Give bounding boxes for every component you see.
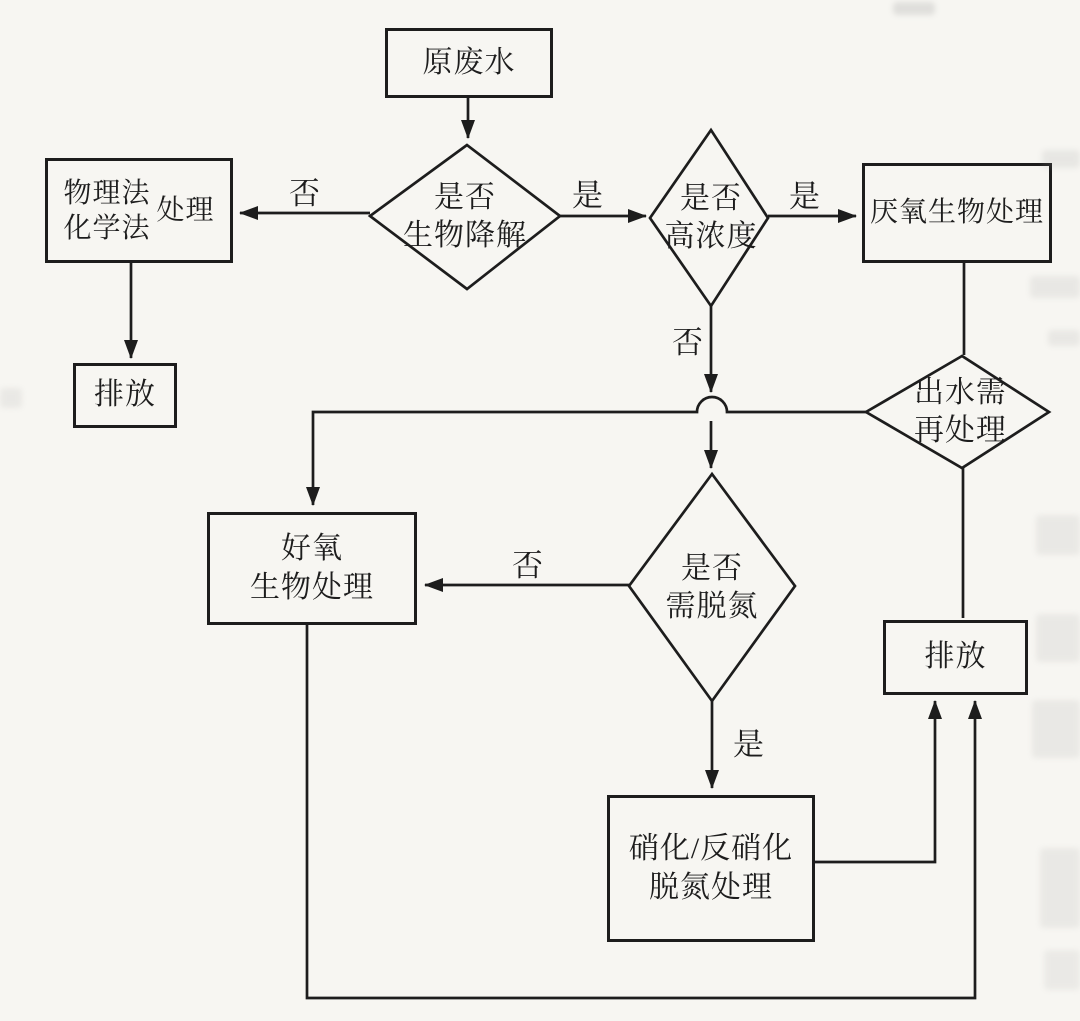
node-nitrification-treatment [607,795,815,942]
edge-label-bio-yes: 是 [572,178,604,213]
node-discharge-right [883,620,1028,695]
edge-label-conc-no: 否 [672,325,704,360]
node-discharge-right-label: 排放 [924,640,987,674]
node-physchem-suffix: 处理 [156,194,215,226]
node-physchem-line2: 化学法 [63,212,151,244]
bleedthrough-smudge [1044,950,1080,990]
node-effluent-retreat-question [878,368,1043,456]
edge-label-denit-no: 否 [512,548,544,583]
node-denitrify-question [632,543,792,633]
bleedthrough-smudge [0,388,22,408]
denitrify-line2: 需脱氮 [665,590,759,623]
edge-label-conc-yes: 是 [789,179,821,214]
node-raw-wastewater [385,28,553,98]
biodegradable-line2: 生物降解 [403,219,527,252]
edge-nitrification-to-discharge [815,701,935,862]
edge-effluent-retreat-to-aerobic [313,397,866,505]
biodegradable-line1: 是否 [434,180,496,214]
node-biodegradable-question [375,172,555,262]
node-aerobic-line2: 生物处理 [250,570,374,604]
node-high-concentration-question [641,173,781,263]
node-nitrification-line2: 脱氮处理 [649,870,773,904]
edge-label-bio-no: 否 [289,176,321,211]
high-concentration-line2: 高浓度 [664,220,758,253]
node-anaerobic-treatment [862,163,1052,263]
node-raw-wastewater-label: 原废水 [422,45,516,79]
high-concentration-line1: 是否 [680,181,742,215]
node-anaerobic-label: 厌氧生物处理 [869,197,1044,229]
node-physchem-treatment [45,158,233,263]
bleedthrough-smudge [1036,614,1080,662]
effluent-retreat-line1: 出水需 [914,375,1007,409]
bleedthrough-smudge [1036,515,1080,555]
node-physchem-methods [63,176,150,246]
denitrify-line1: 是否 [681,551,743,585]
bleedthrough-smudge [1048,330,1080,346]
node-discharge-left-label: 排放 [94,378,156,412]
effluent-retreat-line2: 再处理 [914,414,1007,447]
node-nitrification-line1: 硝化/反硝化 [628,832,794,866]
edge-label-denit-yes: 是 [733,727,765,762]
node-discharge-left [73,363,177,428]
bleedthrough-smudge [1040,848,1080,928]
bleedthrough-smudge [1042,150,1080,168]
node-aerobic-treatment [207,512,417,625]
node-aerobic-line1: 好氧 [281,532,343,566]
bleedthrough-smudge [893,2,935,15]
bleedthrough-smudge [1030,276,1080,298]
bleedthrough-smudge [1032,700,1080,758]
node-physchem-line1: 物理法 [63,177,151,209]
